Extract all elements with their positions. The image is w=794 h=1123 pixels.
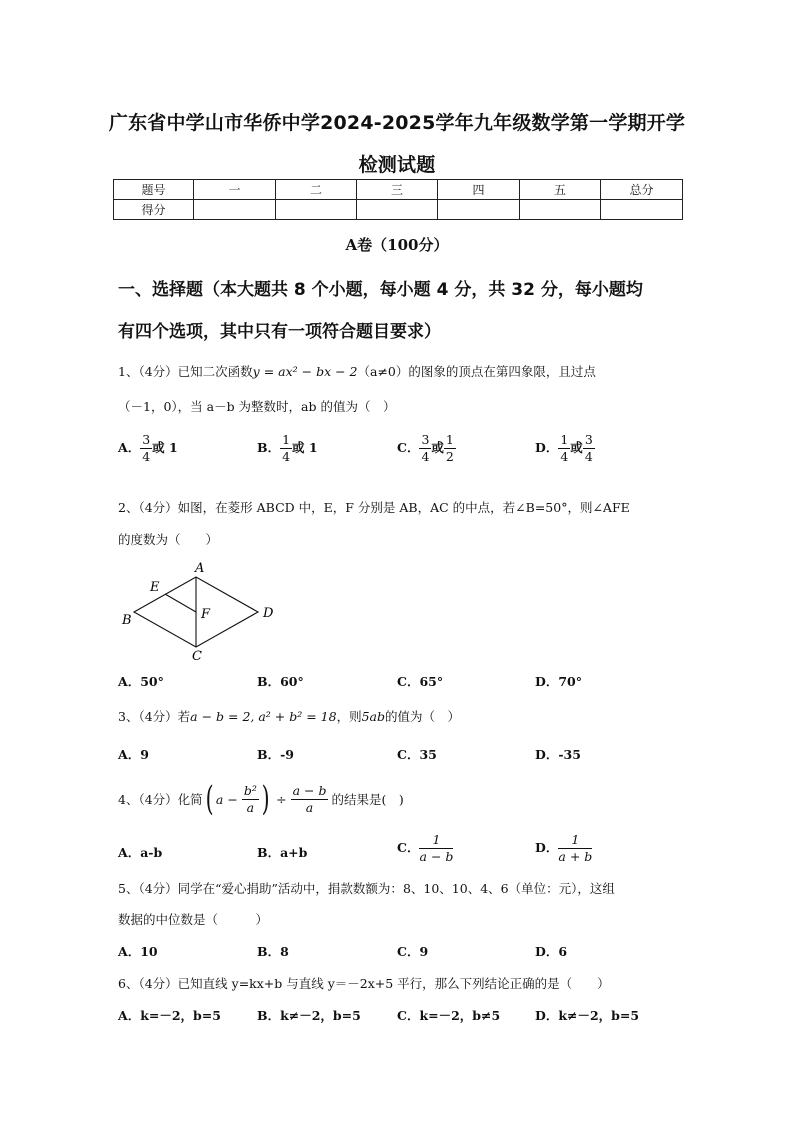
- table-cell: 五: [520, 180, 601, 200]
- fraction: $\frac{\text{b²}}{a}$: [243, 782, 257, 815]
- q3-option-b[interactable]: B．-9: [257, 747, 294, 762]
- table-cell: 二: [276, 180, 357, 200]
- table-cell: 三: [357, 180, 438, 200]
- fraction: $\frac{3}{4}$: [584, 432, 593, 464]
- option-text: 或 1: [292, 440, 318, 455]
- fraction: $\frac{1}{2}$: [445, 432, 454, 464]
- q3-formula2: 5ab: [361, 709, 386, 724]
- score-table: [113, 179, 683, 220]
- q4-option-c[interactable]: [397, 832, 453, 865]
- page-title-line2: 检测试题: [358, 154, 436, 176]
- q2-option-a[interactable]: A．50°: [118, 674, 164, 689]
- table-cell: 题号: [114, 180, 194, 200]
- section1-heading: 一、选择题（本大题共 8 个小题，每小题 4 分，共 32 分，每小题均: [118, 280, 643, 300]
- option-text: 或 1: [152, 440, 178, 455]
- fraction: $\frac{a - b}{a}$: [292, 782, 327, 815]
- option-label: C．: [397, 840, 420, 855]
- table-cell: 四: [438, 180, 520, 200]
- q6-option-b[interactable]: B．k≠－2，b=5: [257, 1008, 361, 1023]
- q6-option-d[interactable]: D．k≠－2，b=5: [535, 1008, 640, 1023]
- q1-prefix: 1、（4分）已知二次函数: [118, 364, 253, 379]
- q3-option-d[interactable]: D．-35: [535, 747, 581, 762]
- fraction: $\frac{1}{a - b}$: [419, 832, 454, 864]
- score-input-cell[interactable]: [276, 200, 357, 220]
- option-label: C．: [397, 440, 420, 455]
- right-paren: ): [261, 779, 270, 819]
- q4-option-b[interactable]: B．a+b: [257, 845, 308, 860]
- table-cell: 一: [194, 180, 276, 200]
- q2-option-b[interactable]: B．60°: [257, 674, 304, 689]
- question-6: 6、（4分）已知直线 y=kx+b 与直线 y＝－2x+5 平行，那么下列结论正确的是（ ）: [118, 976, 610, 991]
- q4-option-a[interactable]: A．a-b: [118, 845, 163, 860]
- q1-option-d[interactable]: [535, 432, 595, 465]
- q1-formula: y = ax² − bx − 2: [252, 364, 358, 379]
- rhombus-figure: [115, 558, 285, 666]
- q2-option-d[interactable]: D．70°: [535, 674, 582, 689]
- left-paren: (: [205, 779, 214, 819]
- question-5: 5、（4分）同学在“爱心捐助”活动中，捐款数额为：8、10、10、4、6（单位：元），这组: [118, 881, 615, 896]
- table-cell: 总分: [601, 180, 683, 200]
- q5-option-d[interactable]: D．6: [535, 944, 568, 959]
- q6-option-a[interactable]: A．k=－2，b=5: [118, 1008, 221, 1023]
- option-label: A．: [118, 440, 141, 455]
- section1-heading-line2: 有四个选项，其中只有一项符合题目要求）: [118, 322, 441, 342]
- question-2-line2: 的度数为（ ）: [118, 532, 219, 547]
- q2-option-c[interactable]: C．65°: [397, 674, 444, 689]
- score-input-cell[interactable]: [601, 200, 683, 220]
- q3-option-c[interactable]: C．35: [397, 747, 437, 762]
- page-title: 广东省中学山市华侨中学2024-2025学年九年级数学第一学期开学: [108, 112, 686, 134]
- fraction: $\frac{3}{4}$: [421, 432, 430, 464]
- question-1-line2: （－1，0），当 a－b 为整数时，ab 的值为（ ）: [118, 399, 396, 414]
- q5-option-b[interactable]: B．8: [257, 944, 289, 959]
- score-input-cell[interactable]: [357, 200, 438, 220]
- fraction: $\frac{1}{a + b}$: [558, 832, 593, 864]
- q6-option-c[interactable]: C．k=－2，b≠5: [397, 1008, 501, 1023]
- section-a-heading: A卷（100分）: [345, 236, 449, 254]
- q1-option-b[interactable]: [257, 432, 318, 465]
- q4-divide: ÷: [276, 791, 287, 807]
- score-input-cell[interactable]: [520, 200, 601, 220]
- q3-suffix: 的值为（ ）: [385, 709, 461, 724]
- q4-suffix: 的结果是( ): [331, 792, 404, 807]
- question-5-line2: 数据的中位数是（ ）: [118, 912, 269, 927]
- table-row: [114, 180, 683, 200]
- option-label: D．: [535, 440, 559, 455]
- q3-mid: ，则: [336, 709, 362, 724]
- question-2: 2、（4分）如图，在菱形 ABCD 中，E，F 分别是 AB，AC 的中点，若∠B=50°，则∠AFE: [118, 500, 630, 515]
- score-input-cell[interactable]: [194, 200, 276, 220]
- label-e: E: [150, 580, 160, 595]
- table-row: [114, 200, 683, 220]
- score-input-cell[interactable]: [438, 200, 520, 220]
- question-4: [118, 776, 404, 822]
- q3-option-a[interactable]: A．9: [118, 747, 149, 762]
- fraction: $\frac{1}{4}$: [282, 432, 291, 464]
- q1-suffix: （a≠0）的图象的顶点在第四象限，且过点: [357, 364, 596, 379]
- question-3: [118, 707, 460, 725]
- fraction: $\frac{1}{4}$: [560, 432, 569, 464]
- q3-formula: a − b = 2, a² + b² = 18: [190, 709, 337, 724]
- q1-option-a[interactable]: [118, 432, 178, 465]
- q4-option-d[interactable]: [535, 832, 592, 865]
- label-d: D: [263, 606, 274, 621]
- q1-option-c[interactable]: [397, 432, 456, 465]
- question-1: [118, 362, 596, 380]
- option-text: 或: [431, 440, 444, 455]
- option-text: 或: [570, 440, 583, 455]
- table-cell: 得分: [114, 200, 194, 220]
- q4-prefix: 4、（4分）化简: [118, 792, 203, 807]
- q3-prefix: 3、（4分）若: [118, 709, 191, 724]
- option-label: D．: [535, 840, 559, 855]
- fraction: $\frac{3}{4}$: [142, 432, 151, 464]
- label-a: A: [195, 561, 205, 576]
- label-c: C: [192, 649, 202, 664]
- q4-a: a −: [215, 791, 238, 807]
- label-f: F: [201, 607, 211, 622]
- option-label: B．: [257, 440, 281, 455]
- q5-option-a[interactable]: A．10: [118, 944, 158, 959]
- q5-option-c[interactable]: C．9: [397, 944, 429, 959]
- label-b: B: [122, 613, 132, 628]
